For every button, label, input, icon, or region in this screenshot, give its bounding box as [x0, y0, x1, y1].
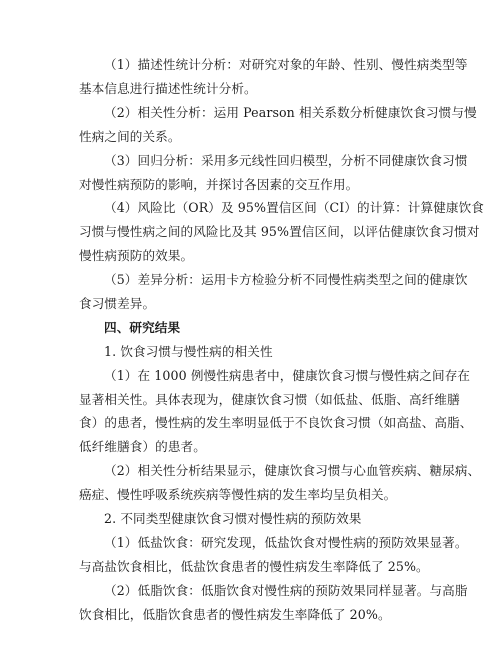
result-1-2-line-2: 癌症、慢性呼吸系统疾病等慢性病的发生率均呈负相关。: [79, 487, 397, 502]
result-1-1-line-4: 低纤维膳食）的患者。: [79, 439, 206, 454]
method-2-line-1: （2）相关性分析：运用 Pearson 相关系数分析健康饮食习惯与慢: [104, 105, 477, 120]
method-3-line-1: （3）回归分析：采用多元线性回归模型，分析不同健康饮食习惯: [104, 153, 468, 168]
subsection-heading-1: 1. 饮食习惯与慢性病的相关性: [104, 344, 273, 359]
result-1-1-line-3: 食）的患者，慢性病的发生率明显低于不良饮食习惯（如高盐、高脂、: [79, 415, 473, 430]
method-4-line-1: （4）风险比（OR）及 95%置信区间（CI）的计算：计算健康饮食: [104, 200, 484, 215]
method-4-line-3: 慢性病预防的效果。: [79, 248, 194, 263]
method-1-line-2: 基本信息进行描述性统计分析。: [79, 81, 257, 96]
method-2-line-2: 性病之间的关系。: [79, 129, 181, 144]
result-1-1-line-1: （1）在 1000 例慢性病患者中，健康饮食习惯与慢性病之间存在: [104, 368, 471, 383]
result-2-1-line-1: （1）低盐饮食：研究发现，低盐饮食对慢性病的预防效果显著。: [104, 535, 468, 550]
method-3-line-2: 对慢性病预防的影响，并探讨各因素的交互作用。: [79, 177, 359, 192]
result-1-2-line-1: （2）相关性分析结果显示，健康饮食习惯与心血管疾病、糖尿病、: [104, 463, 481, 478]
method-5-line-1: （5）差异分析：运用卡方检验分析不同慢性病类型之间的健康饮: [104, 272, 468, 287]
method-1-line-1: （1）描述性统计分析：对研究对象的年龄、性别、慢性病类型等: [104, 57, 468, 72]
method-4-line-2: 习惯与慢性病之间的风险比及其 95%置信区间，以评估健康饮食习惯对: [79, 224, 480, 239]
result-1-1-line-2: 显著相关性。具体表现为，健康饮食习惯（如低盐、低脂、高纤维膳: [79, 392, 460, 407]
result-2-1-line-2: 与高盐饮食相比，低盐饮食患者的慢性病发生率降低了 25%。: [79, 559, 429, 574]
method-5-line-2: 食习惯差异。: [79, 296, 156, 311]
result-2-2-line-2: 饮食相比，低脂饮食患者的慢性病发生率降低了 20%。: [79, 607, 391, 622]
result-2-2-line-1: （2）低脂饮食：低脂饮食对慢性病的预防效果同样显著。与高脂: [104, 583, 468, 598]
subsection-heading-2: 2. 不同类型健康饮食习惯对慢性病的预防效果: [104, 511, 362, 526]
section-heading-results: 四、研究结果: [104, 320, 181, 335]
